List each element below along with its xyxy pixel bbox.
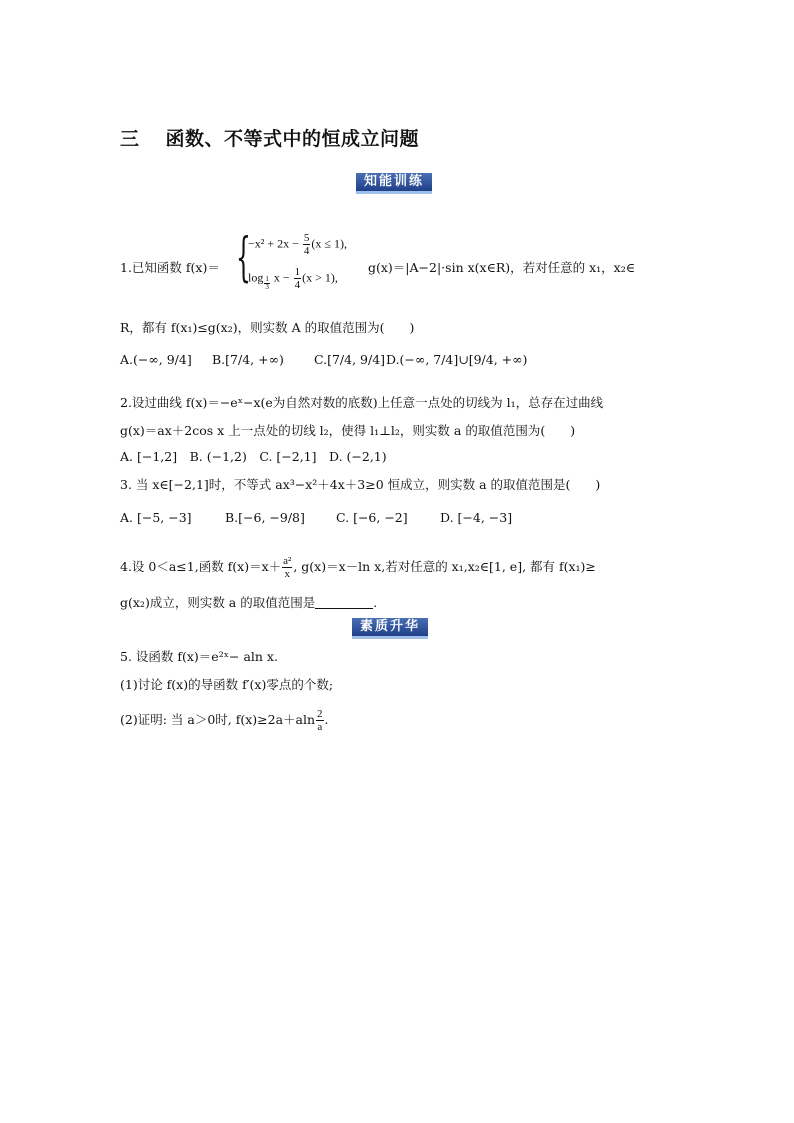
q1-piece1-cond: (x ≤ 1), [311,236,347,251]
q1-log-base-d: 3 [265,283,269,292]
q1-option-d: D.(−∞, 7/4]∪[9/4, +∞) [386,352,528,367]
q5-frac [316,708,324,733]
title-text: 函数、不等式中的恒成立问题 [165,128,420,150]
q5-frac-d: a [317,721,323,733]
q4-frac-n: a² [283,555,292,567]
q4-line2 [120,593,377,611]
q1-piece2-frac-d: 4 [294,279,301,291]
page-title [120,124,419,151]
q1-piece1-frac [303,232,311,257]
q1-option-b: B.[7/4, +∞) [212,352,284,367]
q4-frac-d: x [284,568,291,580]
q5-part2 [120,708,329,733]
q5-end: . [324,712,329,727]
q4-frac [282,555,292,580]
q1-piece2-expr: x − [270,270,293,285]
q1-piece2-log: log [248,270,264,285]
q2-options: A. [−1,2] B. (−1,2) C. [−2,1] D. (−2,1) [120,449,387,464]
q5-part2-text: (2)证明: 当 a＞0时, f(x)≥2a＋aln [120,712,316,727]
q1-piece1-frac-d: 4 [303,245,310,257]
q1-option-c: C.[7/4, 9/4] [314,352,386,367]
q2-line1: 2.设过曲线 f(x)＝−eˣ−x(e为自然对数的底数)上任意一点处的切线为 l₁，总存在过曲线 [120,395,604,410]
q1-tail: g(x)＝|A−2|·sin x(x∈R)，若对任意的 x₁，x₂∈ [368,260,635,275]
q1-brace: { [236,228,251,288]
section-banner-training [356,173,432,194]
q1-piece-1 [248,232,347,257]
q4-line1b: , g(x)＝x－ln x,若对任意的 x₁,x₂∈[1, e], 都有 f(x₁)≥ [293,559,596,574]
q4-answer-blank[interactable] [315,596,373,609]
q1-piece2-frac [294,266,302,291]
q3-line1: 3. 当 x∈[−2,1]时，不等式 ax³−x²＋4x＋3≥0 恒成立，则实数 a 的取值范围是( ) [120,477,601,492]
q4-line1a: 4.设 0＜a≤1,函数 f(x)＝x＋ [120,559,282,574]
q1-piece1-frac-n: 5 [303,232,310,244]
q5-line1: 5. 设函数 f(x)＝e²ˣ− aln x. [120,649,278,664]
q1-line2: R，都有 f(x₁)≤g(x₂)，则实数 A 的取值范围为( ) [120,320,415,335]
q2-line2: g(x)＝ax＋2cos x 上一点处的切线 l₂，使得 l₁⊥l₂，则实数 a 的取值范围为( ) [120,423,576,438]
q1-piece2-frac-n: 1 [294,266,301,278]
title-number: 三 [120,128,140,150]
q4-line1 [120,555,596,580]
q3-option-a: A. [−5, −3] [120,510,192,525]
q3-option-d: D. [−4, −3] [440,510,513,525]
q1-piece1-expr: −x² + 2x − [248,236,302,251]
q4-line2-text: g(x₂)成立，则实数 a 的取值范围是 [120,595,316,610]
section-banner-improve [352,618,428,639]
q1-option-a: A.(−∞, 9/4] [120,352,192,367]
q1-lead: 1.已知函数 f(x)＝ [120,260,220,275]
section-improve-label: 素质升华 [360,619,421,634]
q1-log-base-n: 1 [265,275,269,284]
q1-log-base [264,276,270,291]
q5-part1: (1)讨论 f(x)的导函数 f′(x)零点的个数; [120,677,334,692]
q5-frac-n: 2 [317,708,323,720]
q1-piece2-cond: (x > 1), [302,270,338,285]
q3-option-b: B.[−6, −9/8] [225,510,305,525]
q4-end: . [373,595,378,610]
q1-piecewise [248,228,388,298]
q1-piece-2 [248,266,338,291]
q3-option-c: C. [−6, −2] [336,510,408,525]
section-training-label: 知能训练 [364,174,425,189]
